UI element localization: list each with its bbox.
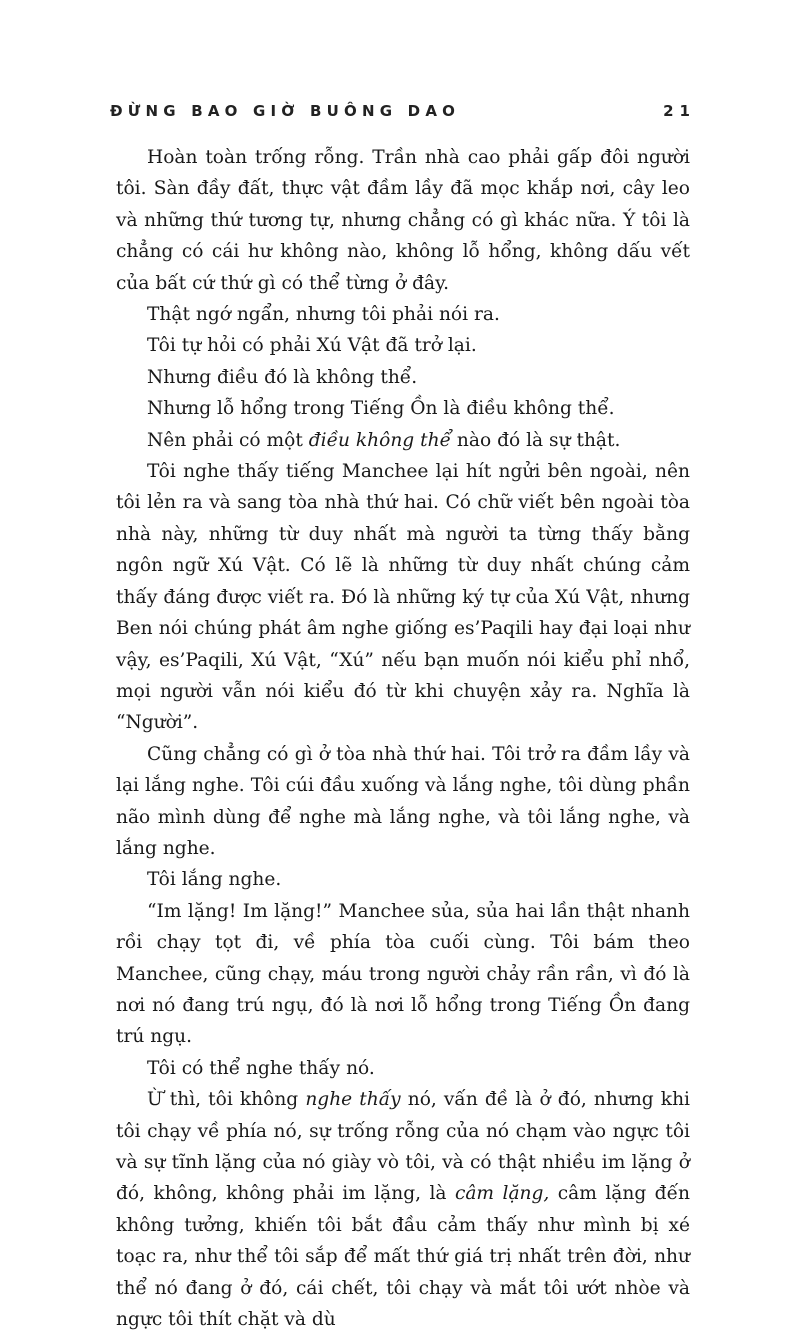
text-run: Hoàn toàn trống rỗng. Trần nhà cao phải gấp đôi người tôi. Sàn đầy đất, thực vật đầm lầy đã mọc khắp nơi, cây leo và những thứ tương tự, nhưng chẳng có gì khác nữa. Ý tôi là chẳng có cái hư không nào, không lỗ hổng, không dấu vết của bất cứ thứ gì có thể từng ở đây. <box>116 147 690 294</box>
paragraph <box>116 142 690 299</box>
paragraph <box>116 1053 690 1084</box>
text-run: nào đó là sự thật. <box>451 429 621 451</box>
text-run: Cũng chẳng có gì ở tòa nhà thứ hai. Tôi trở ra đầm lầy và lại lắng nghe. Tôi cúi đầu xuống và lắng nghe, tôi dùng phần não mình dùng để nghe mà lắng nghe, và tôi lắng nghe, và lắng nghe. <box>116 743 690 859</box>
paragraph <box>116 425 690 456</box>
italic-text-run: nghe thấy <box>305 1089 401 1111</box>
text-run: “Im lặng! Im lặng!” Manchee sủa, sủa hai lần thật nhanh rồi chạy tọt đi, về phía tòa cuối cùng. Tôi bám theo Manchee, cũng chạy, máu trong người chảy rần rần, vì đó là nơi nó đang trú ngụ, đó là nơi lỗ hổng trong Tiếng Ồn đang trú ngụ. <box>116 900 690 1048</box>
text-run: Tôi lắng nghe. <box>147 869 282 891</box>
text-run: Nhưng lỗ hổng trong Tiếng Ồn là điều không thể. <box>147 398 615 420</box>
text-run: Tôi có thể nghe thấy nó. <box>147 1057 375 1079</box>
body-text <box>116 142 690 1335</box>
page-number: 21 <box>663 102 696 120</box>
running-title: ĐỪNG BAO GIỜ BUÔNG DAO <box>110 102 461 120</box>
text-run: Thật ngớ ngẩn, nhưng tôi phải nói ra. <box>147 304 500 326</box>
paragraph <box>116 456 690 739</box>
paragraph <box>116 330 690 361</box>
text-run: Tôi nghe thấy tiếng Manchee lại hít ngửi bên ngoài, nên tôi lẻn ra và sang tòa nhà thứ hai. Có chữ viết bên ngoài tòa nhà này, những từ duy nhất mà người ta từng thấy bằng ngôn ngữ Xú Vật. Có lẽ là những từ duy nhất chúng cảm thấy đáng được viết ra. Đó là những ký tự của Xú Vật, nhưng Ben nói chúng phát âm nghe giống es’Paqili hay đại loại như vậy, es’Paqili, Xú Vật, “Xú” nếu bạn muốn nói kiểu phỉ nhổ, mọi người vẫn nói kiểu đó từ khi chuyện xảy ra. Nghĩa là “Người”. <box>116 461 690 734</box>
text-run: Nhưng điều đó là không thể. <box>147 366 418 388</box>
paragraph <box>116 1084 690 1335</box>
text-run: Tôi tự hỏi có phải Xú Vật đã trở lại. <box>147 335 477 357</box>
text-run: nó, vấn đề là ở đó, nhưng khi tôi chạy về phía nó, sự trống rỗng của nó chạm vào ngực tôi và sự tĩnh lặng của nó giày vò tôi, và có thật nhiều im lặng ở đó, không, không phải im lặng, là <box>116 1089 690 1205</box>
paragraph <box>116 362 690 393</box>
paragraph <box>116 896 690 1053</box>
text-run: câm lặng đến không tưởng, khiến tôi bắt đầu cảm thấy như mình bị xé toạc ra, như thể tôi sắp để mất thứ giá trị nhất trên đời, như thể nó đang ở đó, cái chết, tôi chạy và mắt tôi ướt nhòe và ngực tôi thít chặt và dù <box>116 1183 690 1331</box>
running-header <box>110 100 696 122</box>
text-run: Ừ thì, tôi không <box>147 1089 306 1111</box>
paragraph <box>116 393 690 424</box>
italic-text-run: điều không thể <box>308 429 452 451</box>
paragraph <box>116 299 690 330</box>
text-run: Nên phải có một <box>147 429 309 451</box>
italic-text-run: câm lặng, <box>454 1183 550 1205</box>
paragraph <box>116 739 690 865</box>
paragraph <box>116 864 690 895</box>
